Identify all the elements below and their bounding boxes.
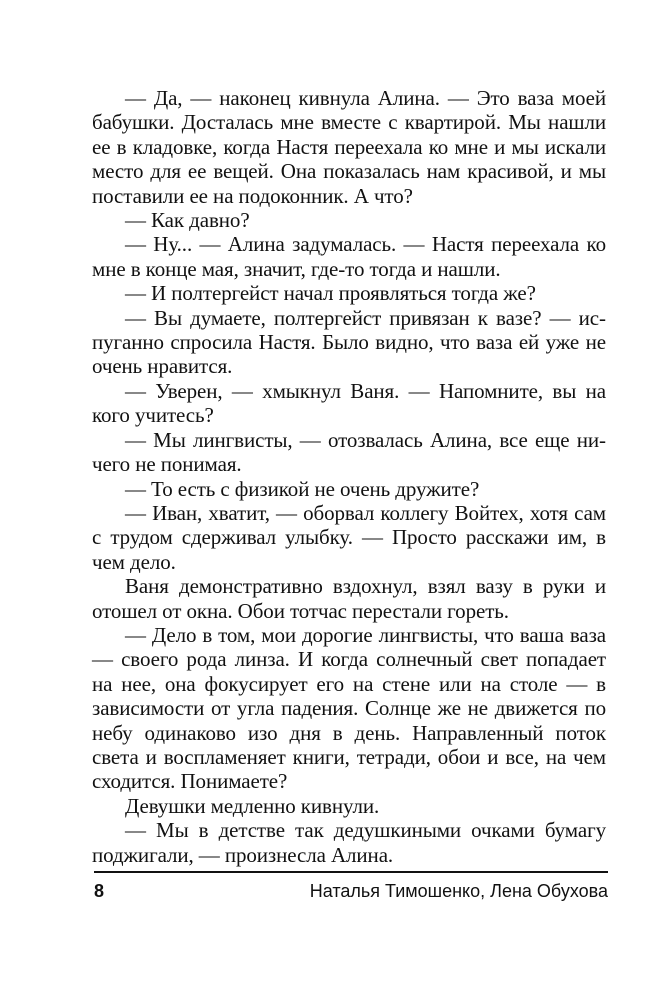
paragraph: — Дело в том, мои дорогие лингвисты, что ваша ваза — своего рода линза. И когда солнечный свет попадает на нее, она фокусирует его на стене или на столе — в зависимости от угла падения. Солнце же не движется по небу одинаково изо дня в день. Направленный поток света и воспламеняет книги, тетради, обои и все, на чем сходится. Понимаете? <box>92 622 606 794</box>
book-page-text <box>92 86 606 867</box>
paragraph: — Да, — наконец кивнула Алина. — Это ваза моей бабушки. Досталась мне вместе с квартирой. Мы нашли ее в кладовке, когда Настя переехала ко мне и мы искали место для ее вещей. Она показалась нам красивой, и мы поставили ее на подоконник. А что? <box>92 86 606 208</box>
paragraph: — Уверен, — хмыкнул Ваня. — Напомните, вы на кого учитесь? <box>92 378 606 428</box>
paragraph: — Иван, хватит, — оборвал коллегу Войтех, хотя сам с трудом сдерживал улыбку. — Просто расскажи им, в чем дело. <box>92 500 606 574</box>
footer-authors: Наталья Тимошенко, Лена Обухова <box>309 881 608 901</box>
page-footer <box>94 878 608 904</box>
paragraph: — И полтергейст начал проявляться тогда же? <box>125 281 536 306</box>
paragraph: — Мы в детстве так дедушкиными очками бумагу поджигали, — произнесла Алина. <box>92 818 606 867</box>
paragraph: — Мы лингвисты, — отозвалась Алина, все еще ничего не понимая. <box>92 427 606 477</box>
footer-divider <box>94 871 608 873</box>
paragraph: — Как давно? <box>125 208 250 233</box>
paragraph: — То есть с физикой не очень дружите? <box>125 476 480 501</box>
paragraph: — Вы думаете, полтергейст привязан к вазе? — испуганно спросила Настя. Было видно, что ваза ей уже не очень нравится. <box>92 305 606 379</box>
paragraph: — Ну... — Алина задумалась. — Настя переехала ко мне в конце мая, значит, где-то тогда и нашли. <box>92 232 606 281</box>
page-number: 8 <box>94 881 105 901</box>
paragraph: Девушки медленно кивнули. <box>125 793 380 818</box>
paragraph: Ваня демонстративно вздохнул, взял вазу в руки и отошел от окна. Обои тотчас перестали гореть. <box>92 574 606 623</box>
